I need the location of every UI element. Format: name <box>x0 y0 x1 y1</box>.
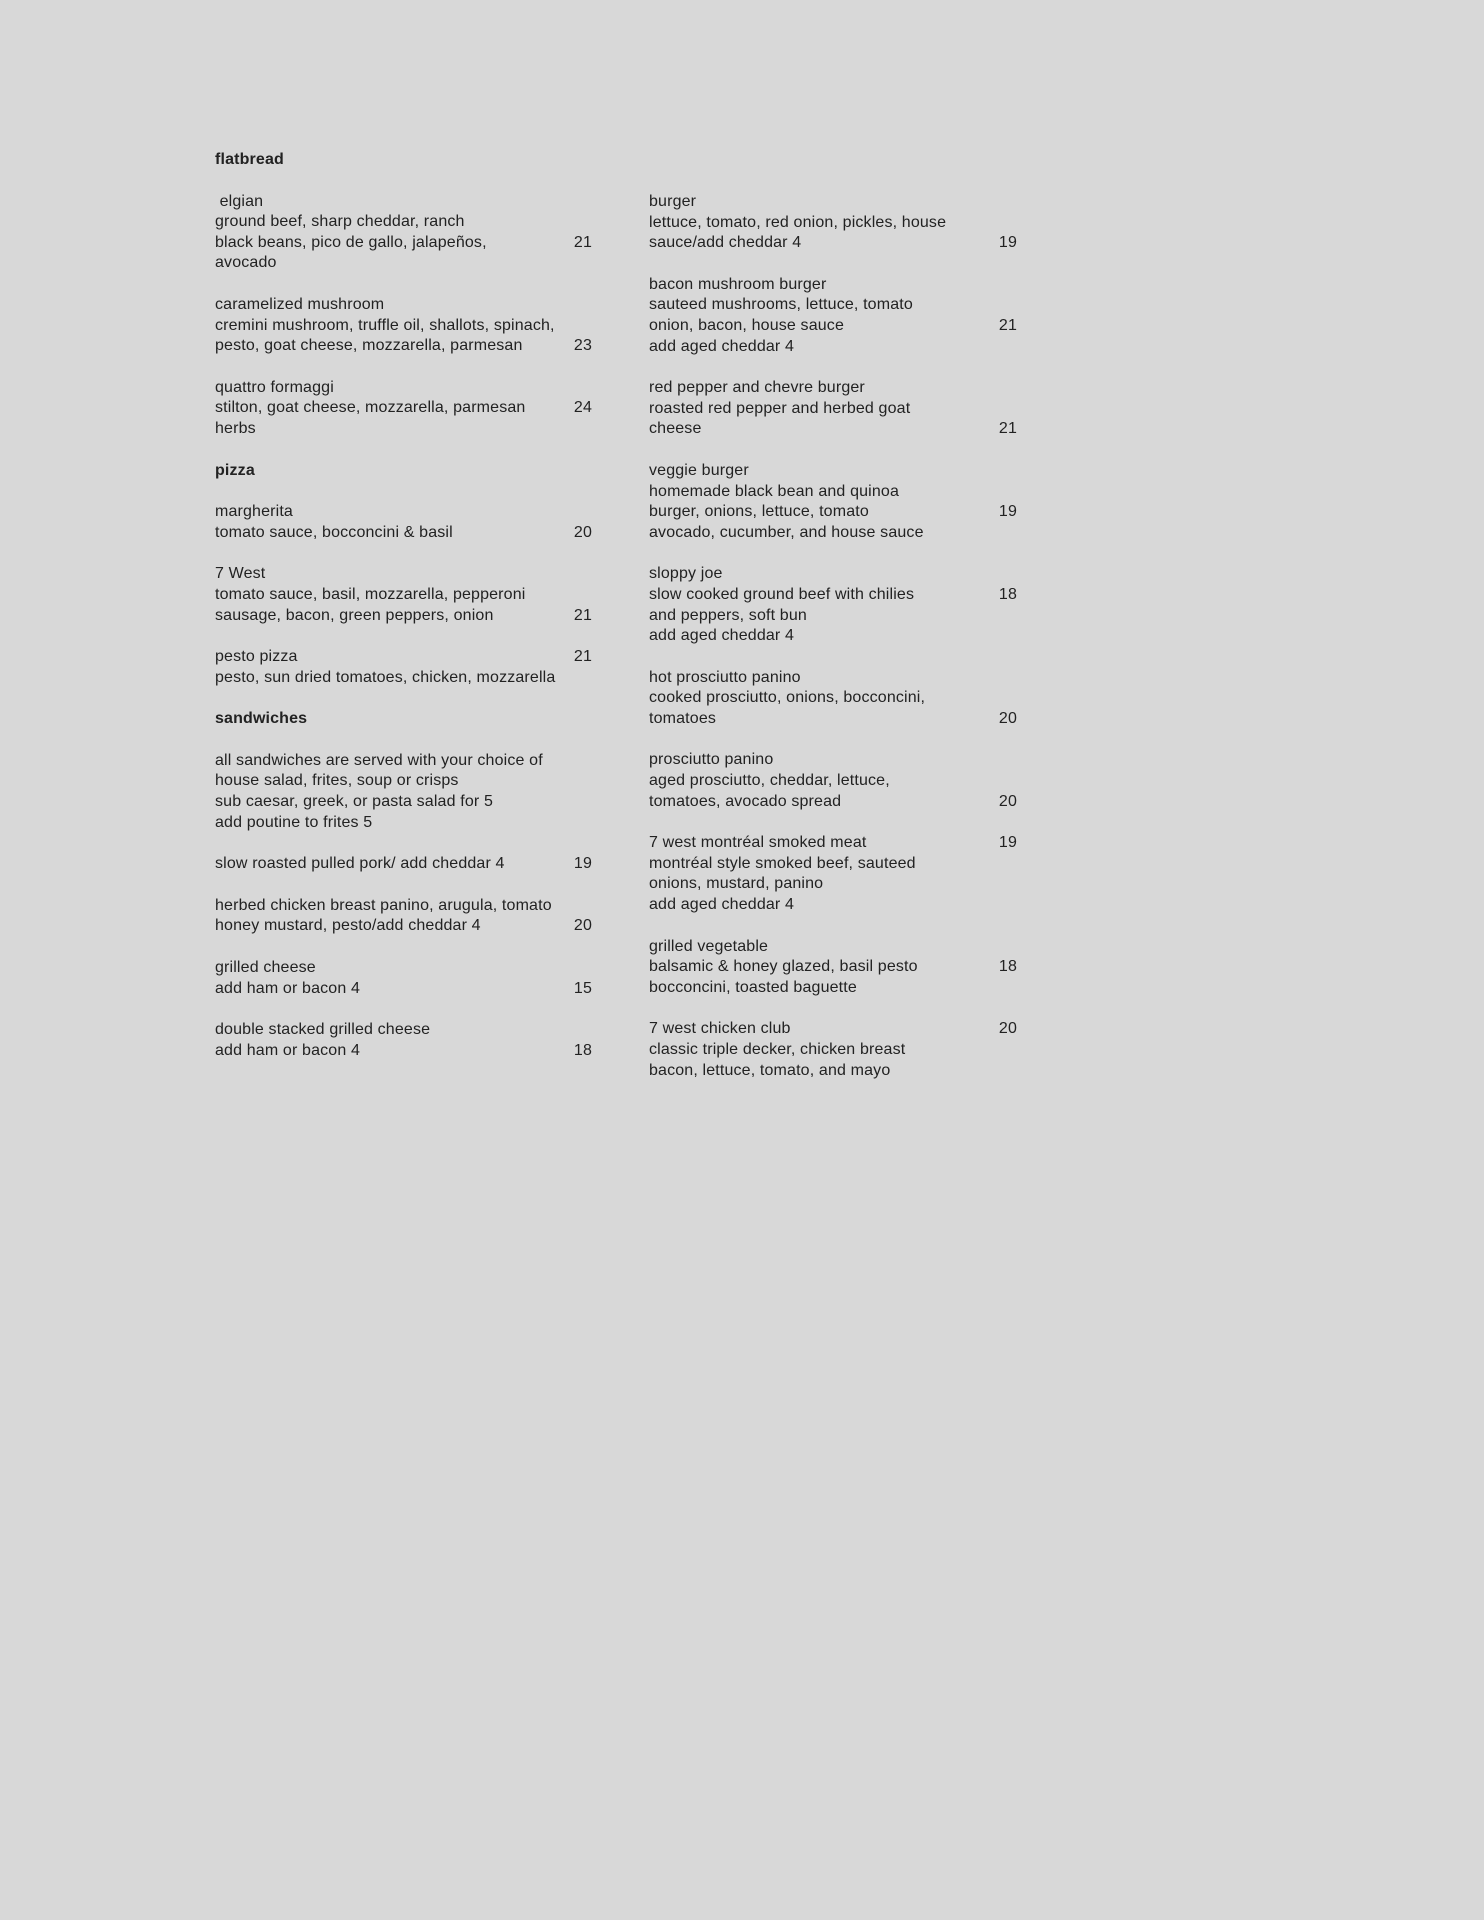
item-name: pesto pizza <box>215 648 298 666</box>
item-name: sloppy joe <box>649 565 723 583</box>
menu-item-caramelized-mushroom <box>215 295 592 357</box>
section-heading-pizza: pizza <box>215 461 255 479</box>
item-name: elgian <box>215 192 264 210</box>
item-description-line: onion, bacon, house sauce <box>649 316 845 334</box>
item-description-line: slow cooked ground beef with chilies <box>649 585 915 603</box>
item-description-line: herbs <box>215 419 256 437</box>
item-name: slow roasted pulled pork/ add cheddar 4 <box>215 855 505 873</box>
item-description-line: cremini mushroom, truffle oil, shallots, spinach, <box>215 316 555 334</box>
sandwiches-note-line: sub caesar, greek, or pasta salad for 5 <box>215 793 494 811</box>
item-description-line: burger, onions, lettuce, tomato <box>649 503 869 521</box>
item-price: 21 <box>573 606 592 624</box>
item-price: 21 <box>998 420 1017 438</box>
menu-item-sloppy-joe <box>649 564 1017 646</box>
item-description-line: montréal style smoked beef, sauteed <box>649 854 916 872</box>
item-description-line: cooked prosciutto, onions, bocconcini, <box>649 689 926 707</box>
menu-column-left <box>215 150 592 1082</box>
section-heading-flatbread: flatbread <box>215 151 284 168</box>
item-name: caramelized mushroom <box>215 295 385 313</box>
item-description-line: tomatoes <box>649 709 717 727</box>
item-description-line: cheese <box>649 420 702 438</box>
item-description-line: classic triple decker, chicken breast <box>649 1041 906 1058</box>
item-name: margherita <box>215 503 293 521</box>
item-name: prosciutto panino <box>649 751 774 769</box>
menu-item-montreal-smoked-meat <box>649 833 1017 915</box>
menu-item-double-stacked-grilled-cheese <box>215 1020 592 1061</box>
item-price: 19 <box>998 503 1017 521</box>
item-price: 20 <box>998 792 1017 810</box>
item-description-line: tomato sauce, bocconcini & basil <box>215 523 453 541</box>
item-description-line: tomatoes, avocado spread <box>649 792 842 810</box>
sandwiches-note-line: house salad, frites, soup or crisps <box>215 772 459 790</box>
item-description-line: sauteed mushrooms, lettuce, tomato <box>649 296 913 314</box>
menu-item-quattro-formaggi <box>215 378 592 440</box>
sandwiches-note-line: add poutine to frites 5 <box>215 813 373 831</box>
item-description-line: add ham or bacon 4 <box>215 979 361 997</box>
item-description-line: avocado, cucumber, and house sauce <box>649 523 924 541</box>
item-price: 18 <box>573 1041 592 1059</box>
menu-item-pulled-pork <box>215 854 592 875</box>
item-price: 20 <box>998 1020 1017 1038</box>
item-description-line: add ham or bacon 4 <box>215 1041 361 1059</box>
item-name: herbed chicken breast panino, arugula, tomato <box>215 896 552 914</box>
item-description-line: and peppers, soft bun <box>649 606 807 624</box>
item-price: 20 <box>998 709 1017 727</box>
menu-item-chicken-club <box>649 1019 1017 1081</box>
item-description-line: onions, mustard, panino <box>649 875 824 893</box>
sandwiches-note-line: all sandwiches are served with your choice of <box>215 751 543 769</box>
item-name: 7 west montréal smoked meat <box>649 834 867 852</box>
item-description-line: aged prosciutto, cheddar, lettuce, <box>649 772 890 790</box>
menu-item-grilled-cheese <box>215 958 592 999</box>
item-description-line: roasted red pepper and herbed goat <box>649 399 911 417</box>
item-description-line: add aged cheddar 4 <box>649 337 795 355</box>
item-name: double stacked grilled cheese <box>215 1021 431 1039</box>
item-name: hot prosciutto panino <box>649 668 801 686</box>
item-price: 15 <box>573 979 592 997</box>
menu-item-belgian-flatbread <box>215 192 592 274</box>
item-name: burger <box>649 193 697 210</box>
item-price: 21 <box>573 233 592 251</box>
menu-item-prosciutto-panino <box>649 750 1017 812</box>
item-description-line: lettuce, tomato, red onion, pickles, house <box>649 213 947 231</box>
menu-item-grilled-vegetable <box>649 937 1017 999</box>
item-description-line: sausage, bacon, green peppers, onion <box>215 606 494 624</box>
item-description-line: balsamic & honey glazed, basil pesto <box>649 958 918 976</box>
menu-item-red-pepper-chevre-burger <box>649 378 1017 440</box>
item-description-line: ground beef, sharp cheddar, ranch <box>215 213 465 231</box>
menu-item-7-west-pizza <box>215 564 592 626</box>
item-description-line: add aged cheddar 4 <box>649 896 795 914</box>
item-name: 7 West <box>215 565 266 583</box>
item-description-line: sauce/add cheddar 4 <box>649 234 802 252</box>
menu-column-right <box>649 192 1017 1102</box>
item-price: 19 <box>573 855 592 873</box>
item-name: bacon mushroom burger <box>649 275 827 293</box>
item-name: quattro formaggi <box>215 378 334 396</box>
menu-item-herbed-chicken-panino <box>215 896 592 937</box>
menu-item-hot-prosciutto-panino <box>649 668 1017 730</box>
item-description-line: avocado <box>215 254 277 272</box>
sandwiches-note <box>215 751 592 833</box>
item-name: grilled cheese <box>215 959 316 977</box>
menu-item-veggie-burger <box>649 461 1017 543</box>
menu-item-burger <box>649 192 1017 254</box>
item-price: 18 <box>998 958 1017 976</box>
item-price: 18 <box>998 585 1017 603</box>
item-description-line: bocconcini, toasted baguette <box>649 978 857 996</box>
item-name: red pepper and chevre burger <box>649 379 865 397</box>
item-name: grilled vegetable <box>649 937 769 955</box>
item-price: 21 <box>573 648 592 666</box>
item-description-line: tomato sauce, basil, mozzarella, pepperoni <box>215 585 526 603</box>
item-price: 23 <box>573 337 592 355</box>
section-heading-sandwiches: sandwiches <box>215 710 308 728</box>
item-description-line: homemade black bean and quinoa <box>649 482 900 500</box>
item-description-line: pesto, goat cheese, mozzarella, parmesan <box>215 337 523 355</box>
item-description-line: black beans, pico de gallo, jalapeños, <box>215 233 487 251</box>
menu-item-margherita <box>215 502 592 543</box>
item-name: 7 west chicken club <box>649 1020 791 1038</box>
item-price: 24 <box>573 399 592 417</box>
item-name: veggie burger <box>649 461 749 479</box>
item-price: 20 <box>573 523 592 541</box>
item-description-line: add aged cheddar 4 <box>649 627 795 645</box>
menu-item-pesto-pizza <box>215 647 592 688</box>
item-price: 19 <box>998 834 1017 852</box>
item-description-line: stilton, goat cheese, mozzarella, parmesan <box>215 399 526 417</box>
menu-item-bacon-mushroom-burger <box>649 275 1017 357</box>
item-price: 21 <box>998 316 1017 334</box>
item-description-line: pesto, sun dried tomatoes, chicken, mozzarella <box>215 668 556 686</box>
item-price: 19 <box>998 234 1017 252</box>
item-price: 20 <box>573 917 592 935</box>
item-description-line: bacon, lettuce, tomato, and mayo <box>649 1061 891 1079</box>
item-description-line: honey mustard, pesto/add cheddar 4 <box>215 917 481 935</box>
